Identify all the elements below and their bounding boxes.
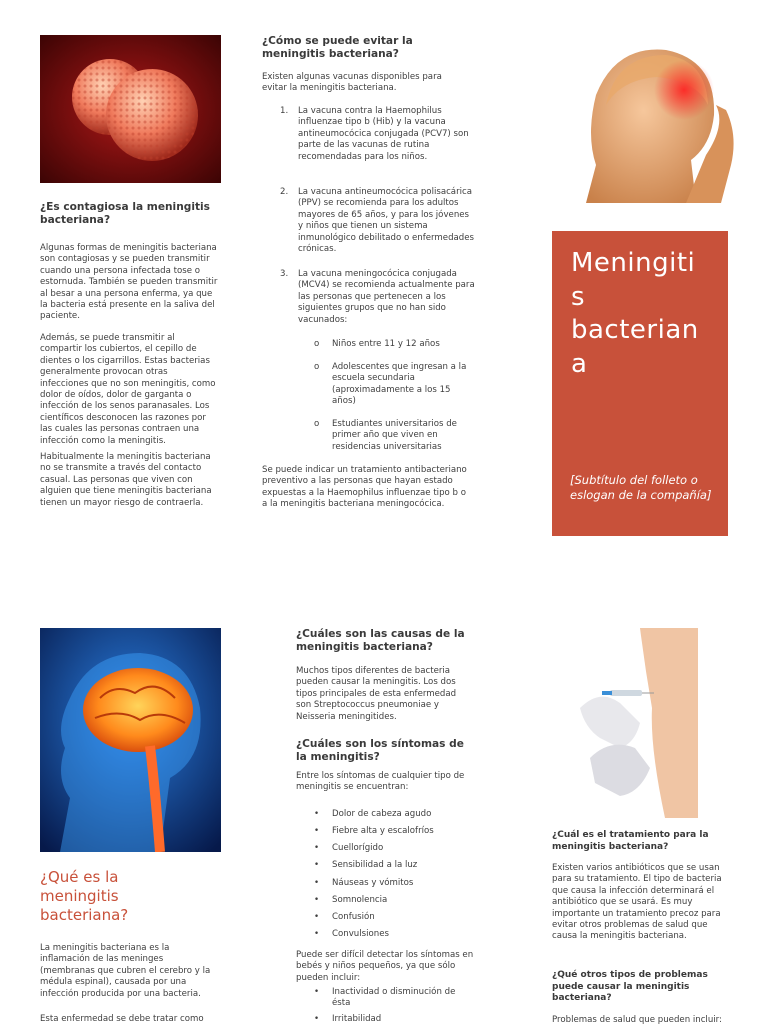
bullet-icon: •	[314, 929, 320, 939]
contagio-heading: ¿Es contagiosa la meningitis bacteriana?	[40, 201, 210, 226]
bullet-icon: •	[314, 895, 320, 905]
sintomas-intro: Entre los síntomas de cualquier tipo de meningitis se encuentran:	[296, 771, 465, 793]
que-es-paragraph-2: Esta enfermedad se debe tratar como	[40, 1014, 204, 1024]
symptom-text: Convulsiones	[332, 929, 389, 939]
vaccine-group-3-text: Estudiantes universitarios de primer año que viven en residencias universitarias	[332, 419, 457, 452]
bullet-icon: •	[314, 878, 320, 888]
causas-heading: ¿Cuáles son las causas de la meningitis bacteriana?	[296, 628, 465, 653]
bacteria-image	[40, 35, 221, 183]
vaccine-item-2-number: 2.	[280, 187, 289, 197]
causas-paragraph: Muchos tipos diferentes de bacteria pueden causar la meningitis. Los dos tipos principales de esta enfermedad son Streptococcus pneumoniae y Neisseria meningitides.	[296, 666, 457, 722]
symptom-text: Dolor de cabeza agudo	[332, 809, 432, 819]
baby-symptom-text: Inactividad o disminución de ésta	[332, 987, 456, 1009]
cover-panel	[552, 231, 728, 536]
contagio-paragraph-3: Habitualmente la meningitis bacteriana no se transmite a través del contacto casual. Las personas que viven con alguien que tiene meningitis bacteriana tienen un mayor riesgo de contraerla.	[40, 452, 212, 508]
vaccine-item-2-text: La vacuna antineumocócica polisacárica (PPV) se recomienda para los adultos mayores de 65 años, y para los jóvenes y niños que tienen un sistema inmunológico debilitado o enfermedades crónicas.	[298, 187, 475, 255]
headache-image	[556, 35, 738, 203]
cover-subtitle: [Subtítulo del folleto o eslogan de la compañía]	[570, 473, 712, 502]
circle-bullet-icon: o	[314, 339, 320, 349]
cover-title-line: bacterian	[571, 315, 699, 345]
evitar-outro: Se puede indicar un tratamiento antibacteriano preventivo a las personas que hayan estado expuestas a la Haemophilus influenzae tipo b o a la meningitis bacteriana meningocócica.	[262, 465, 467, 510]
vaccine-group-1-text: Niños entre 11 y 12 años	[332, 339, 440, 349]
circle-bullet-icon: o	[314, 419, 320, 429]
que-es-heading: ¿Qué es la meningitis bacteriana?	[40, 868, 129, 924]
contagio-paragraph-1: Algunas formas de meningitis bacteriana son contagiosas y se pueden transmitir cuando una persona infectada tose o estornuda. También se pueden transmitir al besar a una persona enferma, ya que la bacteria está presente en la saliva del paciente.	[40, 243, 218, 322]
vaccine-group-2-text: Adolescentes que ingresan a la escuela secundaria (aproximadamente a los 15 años)	[332, 362, 467, 407]
vaccine-item-1-text: La vacuna contra la Haemophilus influenzae tipo b (Hib) y la vacuna antineumocócica conjugada (PCV7) son parte de las vacunas de rutina recomendadas para los niños.	[298, 106, 469, 162]
symptom-text: Somnolencia	[332, 895, 388, 905]
bullet-icon: •	[314, 843, 320, 853]
sintomas-heading: ¿Cuáles son los síntomas de la meningitis?	[296, 738, 464, 763]
symptom-text: Fiebre alta y escalofríos	[332, 826, 434, 836]
tratamiento-paragraph: Existen varios antibióticos que se usan para su tratamiento. El tipo de bacteria que causa la infección determinará el antibiótico que se usará. Es muy importante un tratamiento precoz para evitar otros problemas de salud que causa la meningitis bacteriana.	[552, 863, 722, 942]
bullet-icon: •	[314, 987, 320, 997]
cover-title-line: a	[571, 348, 588, 379]
que-es-paragraph-1: La meningitis bacteriana es la inflamación de las meninges (membranas que cubren el cerebro y la médula espinal), causada por una infección producida por una bacteria.	[40, 943, 211, 999]
bullet-icon: •	[314, 860, 320, 870]
cover-title	[571, 247, 721, 381]
otros-paragraph: Problemas de salud que pueden incluir:	[552, 1015, 722, 1025]
vaccination-image	[580, 628, 698, 818]
sintomas-babies: Puede ser difícil detectar los síntomas en bebés y niños pequeños, ya que sólo pueden incluir:	[296, 950, 474, 983]
bullet-icon: •	[314, 809, 320, 819]
brain-image	[40, 628, 221, 852]
circle-bullet-icon: o	[314, 362, 320, 372]
bullet-icon: •	[314, 826, 320, 836]
contagio-paragraph-2: Además, se puede transmitir al compartir los cubiertos, el cepillo de dientes o los cigarrillos. Estas bacterias generalmente provocan otras infecciones que no son meningitis, como dolor de oídos, dolor de garganta o infección de los senos paranasales. Los científicos desconocen las razones por las cuales las personas contraen una infección como la meningitis.	[40, 333, 216, 446]
bullet-icon: •	[314, 912, 320, 922]
symptom-text: Sensibilidad a la luz	[332, 860, 418, 870]
vaccine-item-3-text: La vacuna meningocócica conjugada (MCV4) se recomienda actualmente para las personas que pertenecen a los siguientes grupos que no han sido vacunados:	[298, 269, 475, 325]
baby-symptom-text: Irritabilidad	[332, 1014, 382, 1024]
symptom-text: Náuseas y vómitos	[332, 878, 414, 888]
evitar-intro: Existen algunas vacunas disponibles para evitar la meningitis bacteriana.	[262, 72, 442, 94]
vaccine-item-1-number: 1.	[280, 106, 289, 116]
evitar-heading: ¿Cómo se puede evitar la meningitis bacteriana?	[262, 35, 413, 60]
bullet-icon: •	[314, 1014, 320, 1024]
symptom-text: Confusión	[332, 912, 375, 922]
vaccine-item-3-number: 3.	[280, 269, 289, 279]
otros-heading: ¿Qué otros tipos de problemas puede causar la meningitis bacteriana?	[552, 970, 708, 1003]
cover-title-line: s	[571, 281, 586, 312]
symptom-text: Cuellorígido	[332, 843, 384, 853]
cover-title-line: Meningiti	[571, 248, 696, 278]
tratamiento-heading: ¿Cuál es el tratamiento para la meningitis bacteriana?	[552, 830, 709, 852]
